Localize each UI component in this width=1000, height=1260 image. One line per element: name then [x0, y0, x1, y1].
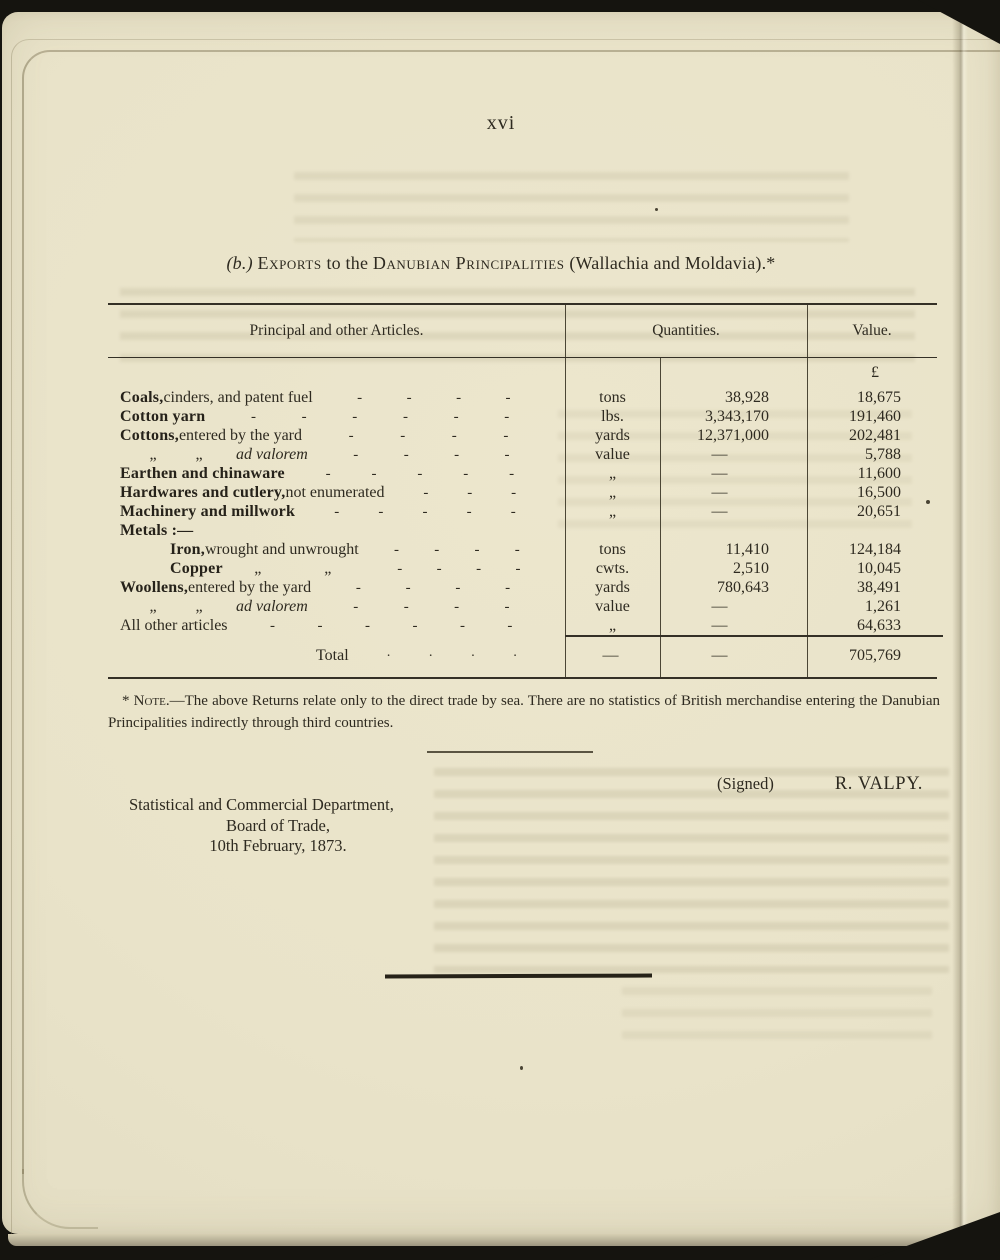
- value-cell: 124,184: [849, 541, 901, 558]
- value-cell: 20,651: [857, 503, 901, 520]
- table-row: [108, 616, 937, 635]
- table-row: [108, 578, 937, 597]
- article-text: ad valorem: [236, 446, 308, 463]
- article-text: entered by the yard: [188, 579, 312, 596]
- article-text: Woollens,: [120, 579, 189, 596]
- signed-label: (Signed): [717, 774, 774, 793]
- unit-cell: tons: [599, 541, 626, 558]
- total-value: 705,769: [849, 647, 901, 664]
- article-text: wrought and unwrought: [204, 541, 359, 558]
- leader-dashes: - - - -: [397, 561, 521, 577]
- department-block: [129, 795, 427, 857]
- article-text: „: [149, 598, 157, 615]
- unit-cell: lbs.: [601, 408, 624, 425]
- unit-cell: yards: [595, 427, 630, 444]
- unit-cell: „: [608, 484, 617, 501]
- article-cell: [108, 388, 565, 408]
- currency-symbol: £: [871, 364, 879, 381]
- article-cell: [108, 578, 565, 598]
- article-cell: [108, 483, 565, 503]
- article-cell: [108, 521, 565, 540]
- quantity-cell: 11,410: [725, 541, 769, 558]
- article-text: All other articles: [120, 617, 228, 634]
- unit-cell: cwts.: [595, 560, 630, 577]
- quantity-cell: —: [711, 465, 728, 482]
- document-date: 10th February, 1873.: [209, 836, 347, 855]
- article-cell: [108, 559, 565, 579]
- table-row: [108, 464, 937, 483]
- article-cell: [108, 445, 565, 465]
- table-row: [108, 388, 937, 407]
- unit-cell: value: [595, 598, 630, 615]
- value-cell: 191,460: [849, 408, 901, 425]
- column-divider: [660, 358, 661, 677]
- column-divider: [807, 305, 808, 357]
- page-content: [2, 12, 1000, 1234]
- signature-line: [717, 774, 923, 795]
- department-name: Statistical and Commercial Department,: [129, 795, 394, 814]
- closing-rule: [385, 974, 652, 978]
- leader-dashes: - - - - -: [325, 466, 515, 482]
- title-segment: (Wallachia and Moldavia).*: [564, 253, 776, 273]
- article-text: „: [254, 560, 262, 577]
- quantity-cell: 2,510: [733, 560, 769, 577]
- value-cell: 5,788: [865, 446, 901, 463]
- table-rows: [108, 388, 937, 635]
- quantity-cell: 780,643: [717, 579, 769, 596]
- header-articles: Principal and other Articles.: [249, 322, 424, 339]
- value-cell: 11,600: [857, 465, 901, 482]
- article-text: Copper: [170, 560, 223, 577]
- scan-page: [2, 12, 1000, 1234]
- column-divider: [807, 358, 808, 677]
- leader-dashes: - - - - - -: [250, 409, 510, 425]
- article-text: „: [195, 598, 203, 615]
- article-cell: [108, 597, 565, 617]
- total-unit: —: [602, 647, 619, 664]
- leader-dashes: - - - -: [348, 428, 509, 444]
- leader-dashes: - - - -: [353, 447, 510, 463]
- table-row: [108, 540, 937, 559]
- column-divider: [565, 358, 566, 677]
- total-qty: —: [711, 647, 728, 664]
- total-rule: [565, 635, 943, 637]
- unit-cell: „: [608, 465, 617, 482]
- unit-cell: yards: [595, 579, 630, 596]
- article-cell: [108, 616, 565, 636]
- article-text: Earthen and chinaware: [120, 465, 285, 482]
- article-cell: [108, 540, 565, 560]
- footnote-label: Note: [133, 693, 166, 709]
- quantity-cell: —: [711, 598, 728, 615]
- article-cell: [108, 464, 565, 484]
- value-cell: 18,675: [857, 389, 901, 406]
- quantity-cell: —: [711, 503, 728, 520]
- header-quantities: Quantities.: [652, 322, 720, 339]
- table-body: [108, 358, 937, 679]
- table-row: [108, 559, 937, 578]
- article-text: Cottons,: [120, 427, 179, 444]
- column-divider: [565, 305, 566, 357]
- leader-dashes: - - - -: [355, 580, 511, 596]
- leader-dashes: - - - -: [353, 599, 510, 615]
- footnote-text: .—The above Returns relate only to the direct trade by sea. There are no statistics of British merchandise entering the Danubian Principalities indirectly through third countries.: [108, 693, 941, 731]
- footnote-marker: *: [122, 693, 134, 709]
- article-text: Machinery and millwork: [120, 503, 296, 520]
- quantity-cell: —: [711, 446, 728, 463]
- quantity-cell: —: [711, 484, 728, 501]
- leader-dashes: - - - -: [393, 542, 520, 558]
- table-row: [108, 426, 937, 445]
- article-cell: [108, 502, 565, 522]
- article-text: cinders, and patent fuel: [163, 389, 313, 406]
- table-row: [108, 445, 937, 464]
- page-number: xvi: [486, 112, 516, 134]
- unit-cell: „: [608, 617, 617, 634]
- leader-dashes: - - - -: [357, 390, 511, 406]
- unit-cell: value: [595, 446, 630, 463]
- title-segment: Exports: [257, 253, 322, 273]
- article-text: Metals :—: [120, 522, 194, 539]
- total-row: [108, 635, 937, 677]
- department-org: Board of Trade,: [225, 815, 331, 835]
- footnote: [108, 691, 940, 734]
- signatory-name: R. VALPY.: [834, 774, 923, 794]
- title-segment: Danubian Principalities: [372, 253, 565, 273]
- value-cell: 1,261: [865, 598, 901, 615]
- unit-cell: „: [608, 503, 617, 520]
- article-text: Hardwares and cutlery,: [120, 484, 286, 501]
- quantity-cell: 3,343,170: [705, 408, 769, 425]
- article-text: Iron,: [170, 541, 205, 558]
- article-cell: [108, 426, 565, 446]
- table-row: [108, 502, 937, 521]
- document-title: [2, 253, 1000, 274]
- separator-rule: [427, 751, 593, 753]
- leader-dashes: - - - - -: [334, 504, 516, 520]
- table-row: [108, 521, 937, 540]
- article-text: „: [195, 446, 203, 463]
- quantity-cell: 12,371,000: [697, 427, 769, 444]
- article-text: „: [149, 446, 157, 463]
- quantity-cell: —: [711, 617, 728, 634]
- value-cell: 202,481: [849, 427, 901, 444]
- leader-dashes: - - - - - -: [270, 618, 513, 634]
- article-text: Coals,: [120, 389, 164, 406]
- value-cell: 10,045: [857, 560, 901, 577]
- article-text: Cotton yarn: [120, 408, 206, 425]
- article-text: not enumerated: [285, 484, 385, 501]
- leader-dots: · · · ·: [386, 648, 518, 664]
- table-row: [108, 407, 937, 426]
- value-cell: 64,633: [857, 617, 901, 634]
- leader-dashes: - - -: [423, 485, 517, 501]
- article-text: entered by the yard: [178, 427, 302, 444]
- total-label: Total: [316, 646, 349, 664]
- unit-cell: tons: [599, 389, 626, 406]
- value-cell: 16,500: [857, 484, 901, 501]
- quantity-cell: 38,928: [725, 389, 769, 406]
- title-segment: (b.): [226, 253, 258, 273]
- article-text: „: [324, 560, 332, 577]
- table-header-row: [108, 303, 937, 358]
- article-cell: [108, 407, 565, 427]
- table-row: [108, 597, 937, 616]
- exports-table: [108, 303, 937, 679]
- header-value: Value.: [852, 322, 892, 339]
- title-segment: to the: [321, 253, 373, 273]
- table-row: [108, 483, 937, 502]
- value-cell: 38,491: [857, 579, 901, 596]
- currency-row: [108, 358, 937, 388]
- article-text: ad valorem: [236, 598, 308, 615]
